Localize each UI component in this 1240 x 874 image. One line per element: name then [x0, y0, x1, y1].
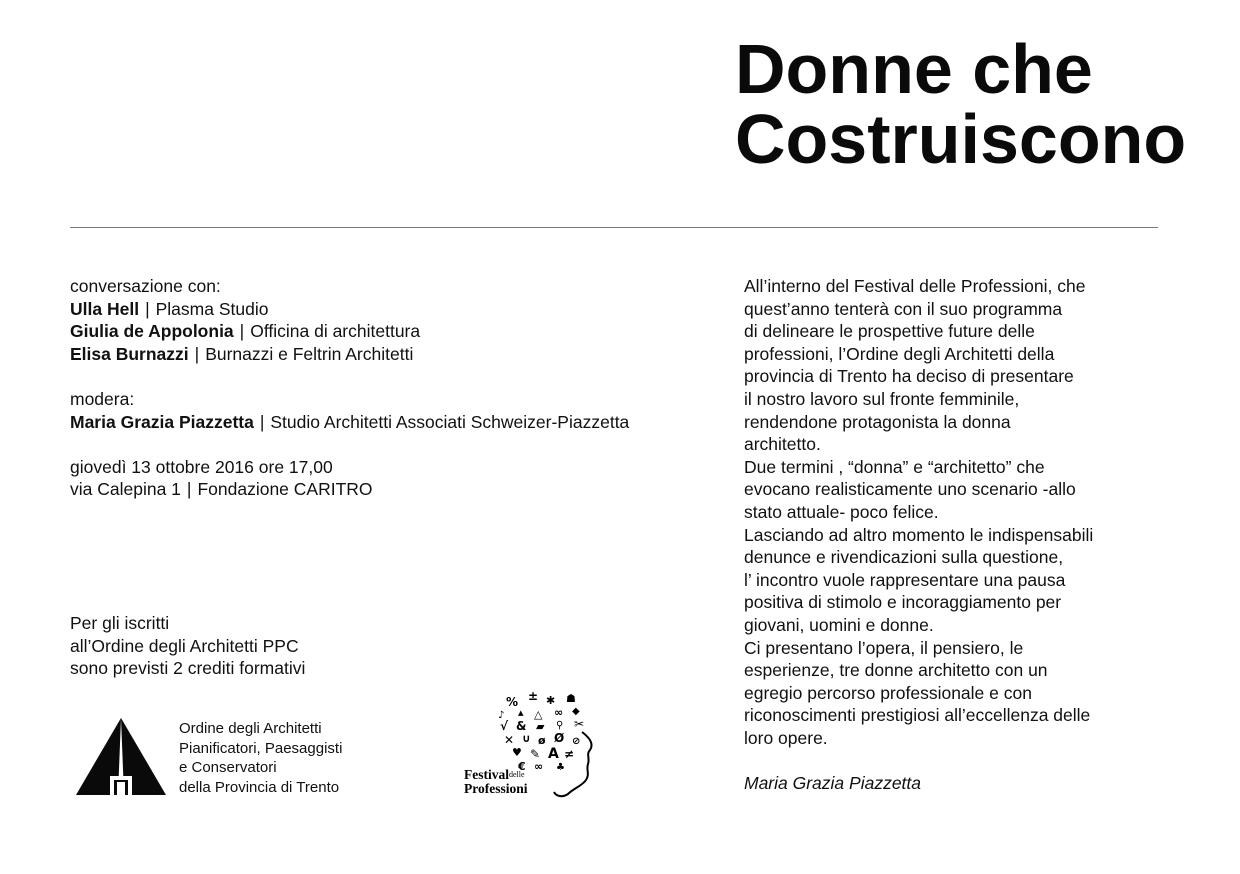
moderator-line	[70, 411, 710, 434]
separator: |	[194, 343, 200, 364]
order-logo-line: e Conservatori	[179, 759, 277, 777]
description-line: provincia di Trento ha deciso di presentare	[744, 366, 1074, 387]
svg-text:A: A	[548, 746, 559, 762]
horizontal-divider	[70, 227, 1158, 228]
description-line: rendendone protagonista la donna	[744, 411, 1011, 432]
description-line: giovani, uomini e donne.	[744, 614, 934, 635]
event-location	[70, 478, 710, 501]
svg-text:△: △	[534, 708, 543, 721]
svg-text:♥: ♥	[512, 746, 522, 759]
page-title	[735, 30, 1225, 178]
svg-text:√: √	[500, 719, 509, 733]
svg-text:♣: ♣	[556, 762, 565, 773]
speaker-line	[70, 298, 710, 321]
speaker-affiliation: Burnazzi e Feltrin Architetti	[205, 343, 414, 364]
moderator-label: modera:	[70, 388, 135, 409]
speaker-affiliation: Officina di architettura	[250, 321, 421, 342]
svg-text:☗: ☗	[566, 692, 576, 705]
description-line: egregio percorso professionale e con	[744, 682, 1032, 703]
speaker-name: Giulia de Appolonia	[70, 321, 234, 342]
description-line: l’ incontro vuole rappresentare una pausa	[744, 569, 1066, 590]
credits-note	[70, 612, 470, 680]
svg-text:▰: ▰	[536, 720, 545, 733]
speaker-line	[70, 343, 710, 366]
moderator-affiliation: Studio Architetti Associati Schweizer-Piazzetta	[270, 411, 630, 432]
svg-text:✱: ✱	[546, 694, 556, 707]
order-logo-line: della Provincia di Trento	[179, 778, 340, 796]
event-date: giovedì 13 ottobre 2016 ore 17,00	[70, 456, 333, 477]
description-line: evocano realisticamente uno scenario -allo	[744, 479, 1076, 500]
spacer	[70, 433, 710, 456]
event-street: via Calepina 1	[70, 479, 181, 500]
svg-text:ø: ø	[538, 734, 546, 747]
svg-text:±: ±	[528, 689, 539, 703]
order-logo-text	[179, 719, 439, 797]
svg-text:€: €	[518, 760, 526, 773]
title-line-1: Donne che	[735, 30, 1093, 108]
svg-text:✂: ✂	[574, 717, 585, 731]
description-line: All’interno del Festival delle Professioni, che	[744, 276, 1086, 296]
svg-text:✎: ✎	[530, 747, 541, 761]
svg-text:∪: ∪	[522, 732, 531, 745]
description-line: denunce e rivendicazioni sulla questione,	[744, 547, 1064, 568]
festival-logo-line	[464, 768, 584, 782]
description-line: riconoscimenti prestigiosi all’eccellenza delle	[744, 705, 1091, 726]
svg-text:▴: ▴	[518, 706, 524, 719]
event-venue: Fondazione CARITRO	[197, 479, 373, 500]
credits-line: all’Ordine degli Architetti PPC	[70, 635, 299, 656]
festival-word-2: Professioni	[464, 781, 528, 796]
description-line: architetto.	[744, 434, 821, 455]
description-line: di delineare le prospettive future delle	[744, 321, 1035, 342]
separator: |	[259, 411, 265, 432]
svg-text:≠: ≠	[564, 747, 575, 761]
svg-text:∞: ∞	[554, 706, 564, 719]
description-line: Lasciando ad altro momento le indispensabili	[744, 524, 1094, 545]
svg-text:Ø: Ø	[554, 731, 565, 745]
svg-text:◆: ◆	[572, 706, 580, 717]
credits-line: Per gli iscritti	[70, 613, 170, 633]
description-line: il nostro lavoro sul fronte femminile,	[744, 388, 1020, 409]
description-line: Ci presentano l’opera, il pensiero, le	[744, 637, 1024, 658]
separator: |	[239, 321, 245, 342]
speaker-name: Ulla Hell	[70, 298, 140, 319]
event-details	[70, 275, 710, 501]
svg-text:∞: ∞	[534, 760, 544, 773]
order-triangle-logo-icon	[74, 716, 168, 796]
title-line-2: Costruiscono	[735, 100, 1187, 178]
description-line: Due termini , “donna” e “architetto” che	[744, 456, 1045, 477]
festival-small-word: delle	[509, 770, 525, 779]
speaker-affiliation: Plasma Studio	[155, 298, 269, 319]
svg-text:⚲: ⚲	[556, 720, 564, 731]
moderator-name: Maria Grazia Piazzetta	[70, 411, 254, 432]
svg-text:✕: ✕	[504, 733, 515, 747]
order-logo-line: Ordine degli Architetti	[179, 720, 322, 737]
description-line: positiva di stimolo e incoraggiamento per	[744, 592, 1062, 613]
description-line: stato attuale- poco felice.	[744, 501, 939, 522]
svg-text:⊘: ⊘	[572, 736, 581, 747]
svg-text:%: %	[506, 695, 519, 709]
speaker-line	[70, 320, 710, 343]
description-line: professioni, l’Ordine degli Architetti della	[744, 343, 1055, 364]
conversation-intro: conversazione con:	[70, 276, 221, 296]
festival-logo-text	[464, 768, 584, 796]
svg-text:&: &	[516, 719, 527, 733]
order-logo-line: Pianificatori, Paesaggisti	[179, 739, 343, 757]
spacer	[70, 365, 710, 388]
credits-line: sono previsti 2 crediti formativi	[70, 658, 306, 679]
description-line: loro opere.	[744, 727, 828, 748]
signature: Maria Grazia Piazzetta	[744, 773, 922, 794]
festival-word: Festival	[464, 767, 509, 782]
description-line: quest’anno tenterà con il suo programma	[744, 298, 1063, 319]
separator: |	[145, 298, 150, 319]
description-line: esperienze, tre donne architetto con un	[744, 660, 1048, 681]
speaker-name: Elisa Burnazzi	[70, 343, 189, 364]
separator: |	[186, 479, 192, 500]
svg-text:♪: ♪	[498, 710, 505, 721]
event-description	[744, 275, 1164, 795]
